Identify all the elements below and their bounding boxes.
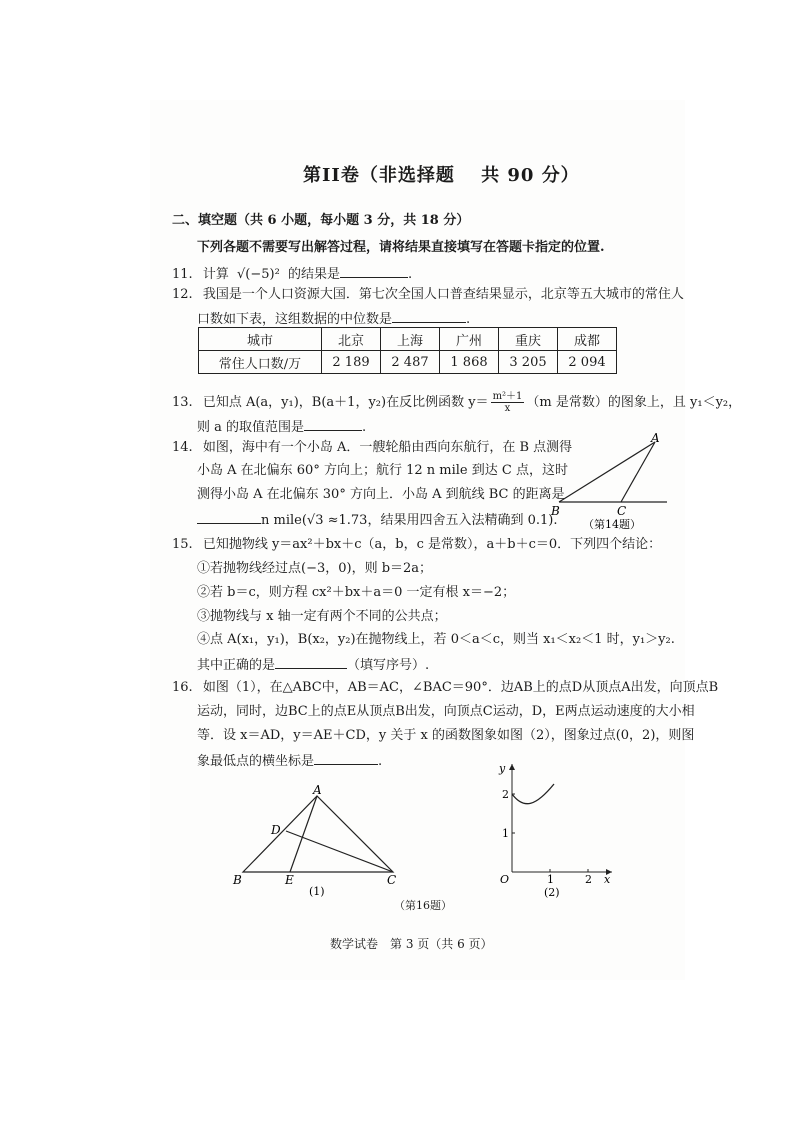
q14-text: 小岛 A 在北偏东 60° 方向上；航行 12 n mile 到达 C 点，这时 <box>197 463 568 478</box>
q11-text: 计算 <box>202 267 229 282</box>
fraction <box>491 391 525 414</box>
q16-figure-1 <box>225 782 405 900</box>
question-15-line1 <box>172 537 661 553</box>
q11-text-post: 的结果是 <box>287 267 340 282</box>
question-16-line4 <box>197 752 382 770</box>
table-header-cell: 城市 <box>199 328 322 351</box>
point-a-label: A <box>313 783 322 797</box>
question-14-line4 <box>197 511 557 529</box>
table-header-cell: 北京 <box>322 328 381 351</box>
table-cell: 1 868 <box>440 351 499 374</box>
point-a-label: A <box>651 431 660 445</box>
q15-option: ①若抛物线经过点(−3，0)，则 b＝2a； <box>197 561 433 576</box>
table-header-cell: 广州 <box>440 328 499 351</box>
q13-text: 已知点 A(a，y₁)，B(a＋1，y₂)在反比例函数 y＝ <box>202 395 489 410</box>
answer-blank <box>304 418 362 431</box>
question-number: 15. <box>172 537 193 552</box>
table-cell: 2 487 <box>381 351 440 374</box>
q11-expression: √(−5)² <box>236 267 280 282</box>
q16-caption: （第16题） <box>394 899 452 912</box>
question-13-line2 <box>197 418 366 436</box>
answer-blank <box>197 511 261 524</box>
q13-end: . <box>362 420 367 435</box>
q14-text: 如图，海中有一个小岛 A．一艘轮船由西向东航行，在 B 点测得 <box>202 440 573 455</box>
q16-text: 运动，同时，边BC上的点E从顶点B出发，向顶点C运动，D，E两点运动速度的大小相 <box>197 704 695 719</box>
line-ba <box>559 442 655 502</box>
point-c-label: C <box>617 504 627 518</box>
x-tick-label: 2 <box>585 873 592 886</box>
table-cell: 2 189 <box>322 351 381 374</box>
point-c-label: C <box>387 873 397 887</box>
question-12-line1 <box>172 287 684 303</box>
q16-text: 如图（1），在△ABC中，AB＝AC，∠BAC＝90°．边AB上的点D从顶点A出发，向顶点B <box>202 680 719 695</box>
table-header-cell: 上海 <box>381 328 440 351</box>
page-footer: 数学试卷 第 3 页（共 6 页） <box>330 937 493 951</box>
q15-text: 已知抛物线 y＝ax²＋bx＋c（a，b，c 是常数），a＋b＋c＝0．下列四个结论： <box>202 537 662 552</box>
table-cell: 2 094 <box>558 351 617 374</box>
question-number: 14. <box>172 440 193 455</box>
part-heading: 二、填空题（共 6 小题，每小题 3 分，共 18 分） <box>172 213 470 228</box>
answer-blank <box>275 656 347 669</box>
answer-blank <box>314 752 378 765</box>
origin-label: O <box>500 873 510 886</box>
table-row <box>199 351 617 374</box>
point-d-label: D <box>271 823 281 837</box>
x-axis-label: x <box>604 873 611 886</box>
q14-text: 测得小岛 A 在北偏东 30° 方向上．小岛 A 到航线 BC 的距离是 <box>197 487 565 502</box>
question-16-line1 <box>172 680 718 696</box>
section-title: 第II卷（非选择题 共 90 分） <box>303 165 580 186</box>
q14-figure <box>545 430 675 530</box>
q16-text: 等．设 x＝AD，y＝AE＋CD，y 关于 x 的函数图象如图（2），图象过点(0，2)，则图 <box>197 728 695 743</box>
q16-end: . <box>378 754 383 769</box>
instruction: 下列各题不需要写出解答过程，请将结果直接填写在答题卡指定的位置. <box>197 240 605 255</box>
figure-caption: (2) <box>544 886 560 899</box>
q12-text2: 口数如下表，这组数据的中位数是 <box>197 312 393 327</box>
table-header-row <box>199 328 617 351</box>
figure-caption: （第14题） <box>583 518 641 530</box>
question-12-line2 <box>197 310 470 328</box>
table-header-cell: 重庆 <box>499 328 558 351</box>
fraction-denominator: x <box>504 403 511 414</box>
question-15-answer <box>197 656 429 674</box>
answer-blank <box>340 265 408 278</box>
q16-figure-2 <box>494 758 619 900</box>
population-table <box>198 327 617 374</box>
answer-blank <box>392 310 466 323</box>
q12-text: 我国是一个人口资源大国．第七次全国人口普查结果显示，北京等五大城市的常住人 <box>202 287 684 302</box>
line-ca <box>621 442 655 502</box>
fraction-numerator: m²＋1 <box>492 391 523 402</box>
question-number: 11. <box>172 267 193 282</box>
point-b-label: B <box>551 504 560 518</box>
x-tick-label: 1 <box>547 873 554 886</box>
y-axis-label: y <box>499 762 506 775</box>
q15-option: ③抛物线与 x 轴一定有两个不同的公共点； <box>197 609 447 624</box>
q15-answer-post: （填写序号）. <box>347 658 430 673</box>
function-curve <box>512 784 554 804</box>
y-tick-label: 1 <box>502 827 509 840</box>
question-number: 12. <box>172 287 193 302</box>
q15-option: ④点 A(x₁，y₁)，B(x₂，y₂)在抛物线上，若 0＜a＜c，则当 x₁＜x₂＜1 时，y₁＞y₂. <box>197 632 675 647</box>
triangle-abc <box>243 796 393 872</box>
table-cell: 常住人口数/万 <box>199 351 322 374</box>
point-e-label: E <box>285 873 294 887</box>
q16-text4: 象最低点的横坐标是 <box>197 754 315 769</box>
question-number: 16. <box>172 680 193 695</box>
figure-caption: (1) <box>309 885 325 898</box>
q13-text2: 则 a 的取值范围是 <box>197 420 305 435</box>
q12-end: . <box>466 312 471 327</box>
q14-text-post: n mile(√3 ≈1.73，结果用四舍五入法精确到 0.1). <box>261 513 558 528</box>
question-11 <box>172 265 412 283</box>
q15-option: ②若 b＝c，则方程 cx²＋bx＋a＝0 一定有根 x＝−2； <box>197 585 516 600</box>
question-14-line1 <box>172 440 572 456</box>
y-tick-label: 2 <box>502 788 509 801</box>
q11-end: . <box>407 267 413 282</box>
table-cell: 3 205 <box>499 351 558 374</box>
q13-text-post: （m 是常数）的图象上，且 y₁＜y₂， <box>526 395 742 410</box>
point-b-label: B <box>233 873 242 887</box>
question-13-line1 <box>172 391 741 414</box>
question-number: 13. <box>172 395 193 410</box>
table-header-cell: 成都 <box>558 328 617 351</box>
y-axis-arrow <box>509 764 515 770</box>
q15-answer-text: 其中正确的是 <box>197 658 276 673</box>
